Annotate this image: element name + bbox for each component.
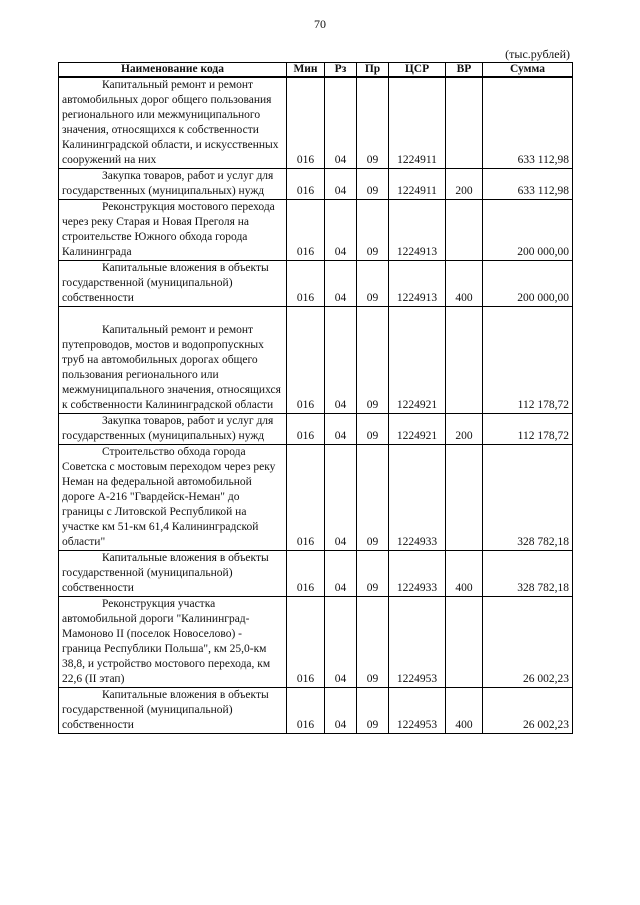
row-min: 016	[287, 597, 325, 688]
row-pr: 09	[357, 445, 389, 551]
row-name: Капитальные вложения в объекты государственной (муниципальной) собственности	[59, 688, 287, 734]
row-name: Закупка товаров, работ и услуг для государственных (муниципальных) нужд	[59, 169, 287, 200]
row-pr: 09	[357, 77, 389, 169]
table-row	[59, 261, 573, 307]
table-row	[59, 688, 573, 734]
row-csr: 1224953	[389, 597, 446, 688]
row-min: 016	[287, 688, 325, 734]
row-sum: 26 002,23	[483, 597, 573, 688]
row-min: 016	[287, 77, 325, 169]
row-vr: 400	[446, 261, 483, 307]
row-sum: 633 112,98	[483, 77, 573, 169]
row-rz: 04	[325, 169, 357, 200]
row-rz: 04	[325, 414, 357, 445]
header-vr: ВР	[446, 63, 483, 78]
table-row	[59, 597, 573, 688]
row-sum: 200 000,00	[483, 200, 573, 261]
row-name: Реконструкция мостового перехода через реку Старая и Новая Преголя на строительстве Южного обхода города Калининграда	[59, 200, 287, 261]
units-note: (тыс.рублей)	[505, 47, 570, 61]
row-csr: 1224913	[389, 200, 446, 261]
row-rz: 04	[325, 597, 357, 688]
row-sum: 112 178,72	[483, 414, 573, 445]
budget-table	[58, 62, 573, 734]
row-pr: 09	[357, 261, 389, 307]
row-rz: 04	[325, 261, 357, 307]
table-row	[59, 200, 573, 261]
row-name: Строительство обхода города Советска с мостовым переходом через реку Неман на федеральной автомобильной дороге А-216 "Гвардейск-Неман" до границы с Литовской Республикой на участке км 51-км 61,4 Калининградской области"	[59, 445, 287, 551]
table-row	[59, 551, 573, 597]
row-sum: 200 000,00	[483, 261, 573, 307]
table-header-row	[59, 63, 573, 78]
row-vr: 400	[446, 688, 483, 734]
row-sum: 633 112,98	[483, 169, 573, 200]
table-row	[59, 169, 573, 200]
header-name: Наименование кода	[59, 63, 287, 78]
row-name: Капитальные вложения в объекты государственной (муниципальной) собственности	[59, 261, 287, 307]
row-rz: 04	[325, 307, 357, 414]
row-vr: 200	[446, 414, 483, 445]
page-number: 70	[314, 17, 326, 31]
row-csr: 1224911	[389, 77, 446, 169]
table-row	[59, 307, 573, 414]
header-csr: ЦСР	[389, 63, 446, 78]
row-sum: 26 002,23	[483, 688, 573, 734]
row-rz: 04	[325, 551, 357, 597]
row-vr	[446, 445, 483, 551]
row-csr: 1224921	[389, 414, 446, 445]
row-rz: 04	[325, 688, 357, 734]
row-min: 016	[287, 200, 325, 261]
row-pr: 09	[357, 307, 389, 414]
row-csr: 1224953	[389, 688, 446, 734]
row-name: Капитальные вложения в объекты государственной (муниципальной) собственности	[59, 551, 287, 597]
row-min: 016	[287, 261, 325, 307]
row-min: 016	[287, 414, 325, 445]
row-vr: 400	[446, 551, 483, 597]
row-vr	[446, 597, 483, 688]
row-pr: 09	[357, 200, 389, 261]
table-row	[59, 77, 573, 169]
row-pr: 09	[357, 169, 389, 200]
row-csr: 1224913	[389, 261, 446, 307]
row-vr	[446, 200, 483, 261]
row-sum: 328 782,18	[483, 445, 573, 551]
row-csr: 1224911	[389, 169, 446, 200]
row-csr: 1224933	[389, 551, 446, 597]
row-sum: 112 178,72	[483, 307, 573, 414]
row-name: Капитальный ремонт и ремонт путепроводов, мостов и водопропускных труб на автомобильных дорогах общего пользования регионального или межмуниципального значения, относящихся к собственности Калининградской области	[59, 307, 287, 414]
row-pr: 09	[357, 551, 389, 597]
row-vr	[446, 307, 483, 414]
row-pr: 09	[357, 597, 389, 688]
row-vr: 200	[446, 169, 483, 200]
table-row	[59, 414, 573, 445]
header-rz: Рз	[325, 63, 357, 78]
row-name: Реконструкция участка автомобильной дороги "Калининград-Мамоново II (поселок Новоселово) - граница Республики Польша", км 25,0-км 38,8, и устройство мостового перехода, км 22,6 (II этап)	[59, 597, 287, 688]
header-sum: Сумма	[483, 63, 573, 78]
row-csr: 1224921	[389, 307, 446, 414]
row-min: 016	[287, 307, 325, 414]
row-min: 016	[287, 551, 325, 597]
row-rz: 04	[325, 77, 357, 169]
row-pr: 09	[357, 414, 389, 445]
row-pr: 09	[357, 688, 389, 734]
row-vr	[446, 77, 483, 169]
row-min: 016	[287, 169, 325, 200]
row-min: 016	[287, 445, 325, 551]
row-csr: 1224933	[389, 445, 446, 551]
row-sum: 328 782,18	[483, 551, 573, 597]
header-min: Мин	[287, 63, 325, 78]
row-rz: 04	[325, 445, 357, 551]
row-name: Закупка товаров, работ и услуг для государственных (муниципальных) нужд	[59, 414, 287, 445]
table-row	[59, 445, 573, 551]
header-pr: Пр	[357, 63, 389, 78]
row-name: Капитальный ремонт и ремонт автомобильных дорог общего пользования регионального или межмуниципального значения, относящихся к собственности Калининградской области, и искусственных сооружений на них	[59, 77, 287, 169]
row-rz: 04	[325, 200, 357, 261]
